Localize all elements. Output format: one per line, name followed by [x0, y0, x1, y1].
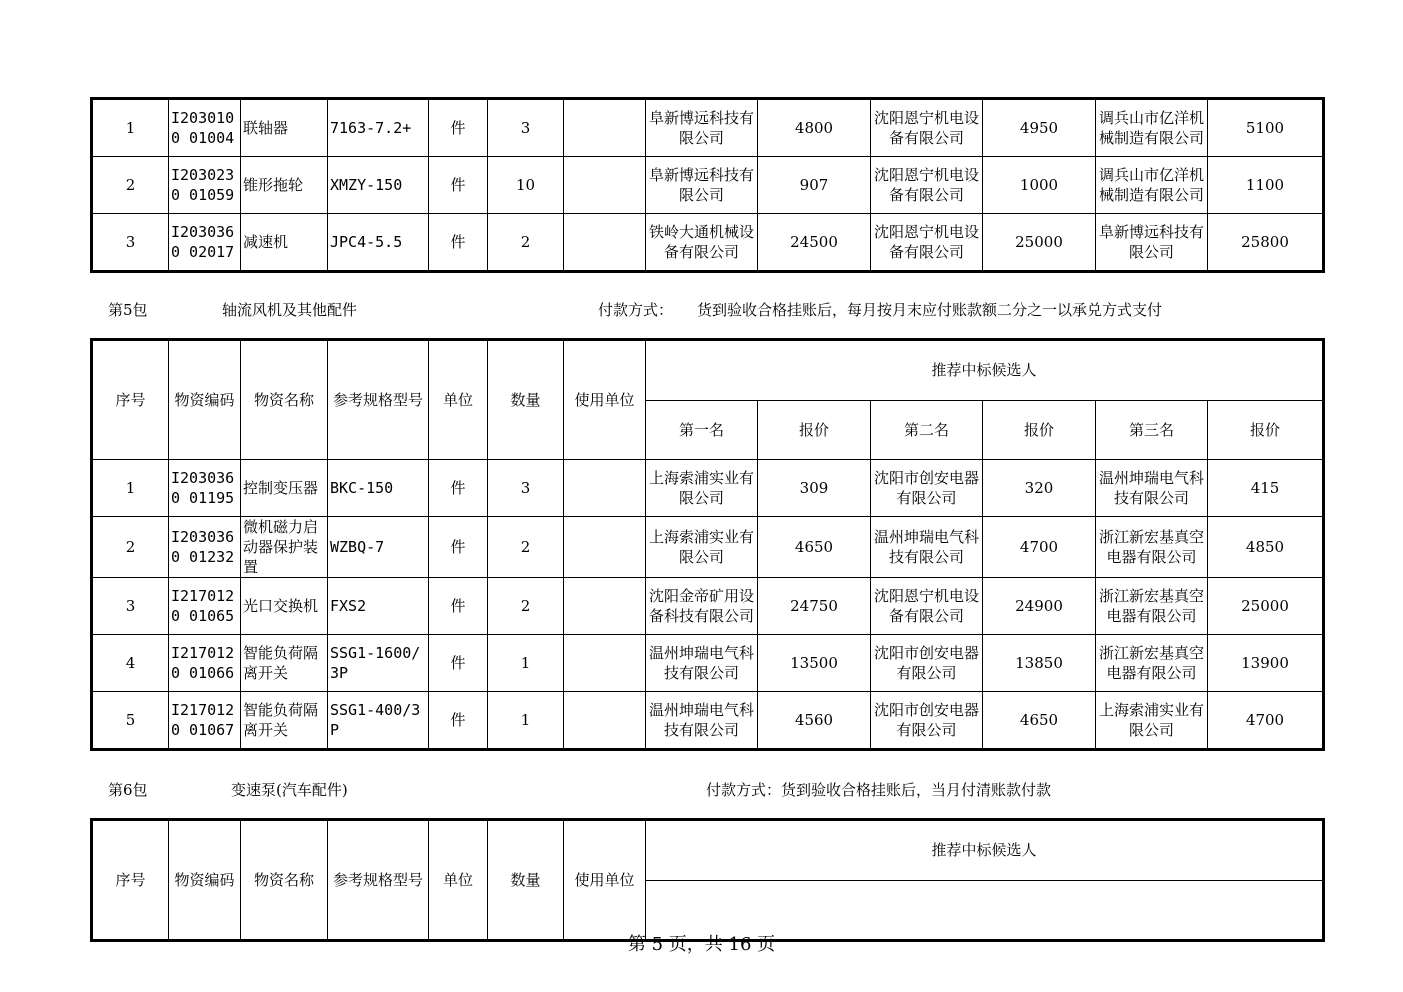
- second-price: 4950: [983, 99, 1096, 157]
- header-code: 物资编码: [169, 340, 241, 460]
- header-price-2: 报价: [983, 400, 1096, 460]
- first-candidate: 沈阳金帝矿用设备科技有限公司: [646, 578, 758, 635]
- first-candidate: 阜新博远科技有限公司: [646, 99, 758, 157]
- unit: 件: [429, 692, 488, 750]
- third-candidate: 调兵山市亿洋机械制造有限公司: [1096, 157, 1208, 214]
- pkg6-header-user: 使用单位: [564, 820, 646, 941]
- header-third: 第三名: [1096, 400, 1208, 460]
- second-price: 320: [983, 460, 1096, 517]
- material-name: 控制变压器: [241, 460, 328, 517]
- unit: 件: [429, 214, 488, 272]
- material-code: I2030100 01004: [169, 99, 241, 157]
- material-name: 锥形拖轮: [241, 157, 328, 214]
- pkg5-row: [92, 692, 1324, 750]
- second-price: 4650: [983, 692, 1096, 750]
- first-candidate: 铁岭大通机械设备有限公司: [646, 214, 758, 272]
- top-row: [92, 214, 1324, 272]
- header-no: 序号: [92, 340, 169, 460]
- pkg6-header-unit: 单位: [429, 820, 488, 941]
- first-candidate: 温州坤瑞电气科技有限公司: [646, 692, 758, 750]
- header-first: 第一名: [646, 400, 758, 460]
- row-no: 1: [92, 99, 169, 157]
- third-price: 25000: [1208, 578, 1324, 635]
- material-name: 减速机: [241, 214, 328, 272]
- pkg5-label: 第5包: [108, 301, 148, 319]
- spec-model: WZBQ-7: [328, 517, 429, 578]
- pkg6-header-no: 序号: [92, 820, 169, 941]
- second-candidate: 沈阳恩宁机电设备有限公司: [871, 578, 983, 635]
- quantity: 3: [488, 460, 564, 517]
- first-price: 309: [758, 460, 871, 517]
- quantity: 1: [488, 692, 564, 750]
- row-no: 3: [92, 578, 169, 635]
- material-name: 光口交换机: [241, 578, 328, 635]
- quantity: 2: [488, 578, 564, 635]
- second-candidate: 沈阳市创安电器有限公司: [871, 635, 983, 692]
- unit: 件: [429, 578, 488, 635]
- spec-model: XMZY-150: [328, 157, 429, 214]
- pkg6-header-recommend: 推荐中标候选人: [646, 820, 1324, 881]
- unit: 件: [429, 99, 488, 157]
- quantity: 3: [488, 99, 564, 157]
- header-price-1: 报价: [758, 400, 871, 460]
- spec-model: FXS2: [328, 578, 429, 635]
- table-pkg6-clip: [86, 816, 1328, 889]
- header-name: 物资名称: [241, 340, 328, 460]
- third-candidate: 温州坤瑞电气科技有限公司: [1096, 460, 1208, 517]
- header-unit: 单位: [429, 340, 488, 460]
- quantity: 10: [488, 157, 564, 214]
- third-candidate: 浙江新宏基真空电器有限公司: [1096, 517, 1208, 578]
- row-no: 1: [92, 460, 169, 517]
- third-price: 25800: [1208, 214, 1324, 272]
- second-candidate: 沈阳恩宁机电设备有限公司: [871, 157, 983, 214]
- third-candidate: 上海索浦实业有限公司: [1096, 692, 1208, 750]
- using-unit: [564, 157, 646, 214]
- row-no: 2: [92, 517, 169, 578]
- third-price: 5100: [1208, 99, 1324, 157]
- using-unit: [564, 460, 646, 517]
- third-candidate: 浙江新宏基真空电器有限公司: [1096, 635, 1208, 692]
- first-price: 4650: [758, 517, 871, 578]
- using-unit: [564, 517, 646, 578]
- first-candidate: 上海索浦实业有限公司: [646, 517, 758, 578]
- spec-model: BKC-150: [328, 460, 429, 517]
- pkg6-title: 变速泵(汽车配件): [231, 781, 348, 799]
- top-row: [92, 99, 1324, 157]
- second-price: 25000: [983, 214, 1096, 272]
- pkg5-row: [92, 635, 1324, 692]
- pkg6-header-code: 物资编码: [169, 820, 241, 941]
- pkg6-label: 第6包: [108, 781, 148, 799]
- header-user: 使用单位: [564, 340, 646, 460]
- material-code: I2030360 01195: [169, 460, 241, 517]
- table-top: [90, 97, 1325, 273]
- using-unit: [564, 214, 646, 272]
- using-unit: [564, 99, 646, 157]
- pkg5-row: [92, 517, 1324, 578]
- pkg5-payment-label: 付款方式：: [598, 301, 674, 319]
- pkg6-payment: 付款方式：货到验收合格挂账后，当月付清账款付款: [706, 781, 1052, 799]
- spec-model: 7163-7.2+: [328, 99, 429, 157]
- first-price: 907: [758, 157, 871, 214]
- table-pkg5: [90, 338, 1325, 751]
- third-price: 4850: [1208, 517, 1324, 578]
- spec-model: SSG1-400/3P: [328, 692, 429, 750]
- pkg5-payment-text: 货到验收合格挂账后，每月按月末应付账款额二分之一以承兑方式支付: [697, 301, 1163, 319]
- header-second: 第二名: [871, 400, 983, 460]
- third-candidate: 阜新博远科技有限公司: [1096, 214, 1208, 272]
- quantity: 1: [488, 635, 564, 692]
- second-price: 4700: [983, 517, 1096, 578]
- second-price: 24900: [983, 578, 1096, 635]
- header-price-3: 报价: [1208, 400, 1324, 460]
- unit: 件: [429, 460, 488, 517]
- second-price: 13850: [983, 635, 1096, 692]
- third-price: 415: [1208, 460, 1324, 517]
- third-price: 4700: [1208, 692, 1324, 750]
- third-candidate: 浙江新宏基真空电器有限公司: [1096, 578, 1208, 635]
- using-unit: [564, 578, 646, 635]
- pkg6-header-qty: 数量: [488, 820, 564, 941]
- page-footer: 第 5 页，共 16 页: [627, 934, 776, 955]
- header-qty: 数量: [488, 340, 564, 460]
- spec-model: SSG1-1600/3P: [328, 635, 429, 692]
- row-no: 4: [92, 635, 169, 692]
- spec-model: JPC4-5.5: [328, 214, 429, 272]
- header-spec: 参考规格型号: [328, 340, 429, 460]
- first-price: 13500: [758, 635, 871, 692]
- unit: 件: [429, 635, 488, 692]
- material-name: 微机磁力启动器保护装置: [241, 517, 328, 578]
- pkg6-header-spec: 参考规格型号: [328, 820, 429, 941]
- first-price: 4560: [758, 692, 871, 750]
- pkg6-header-name: 物资名称: [241, 820, 328, 941]
- second-candidate: 沈阳市创安电器有限公司: [871, 692, 983, 750]
- material-name: 联轴器: [241, 99, 328, 157]
- first-candidate: 上海索浦实业有限公司: [646, 460, 758, 517]
- material-code: I2170120 01065: [169, 578, 241, 635]
- material-code: I2030360 02017: [169, 214, 241, 272]
- first-candidate: 温州坤瑞电气科技有限公司: [646, 635, 758, 692]
- second-candidate: 沈阳恩宁机电设备有限公司: [871, 99, 983, 157]
- third-price: 13900: [1208, 635, 1324, 692]
- first-price: 24750: [758, 578, 871, 635]
- pkg5-row: [92, 460, 1324, 517]
- quantity: 2: [488, 214, 564, 272]
- material-code: I2030360 01232: [169, 517, 241, 578]
- row-no: 5: [92, 692, 169, 750]
- pkg5-row: [92, 578, 1324, 635]
- pkg5-title: 轴流风机及其他配件: [222, 301, 358, 319]
- material-code: I2170120 01067: [169, 692, 241, 750]
- unit: 件: [429, 517, 488, 578]
- second-price: 1000: [983, 157, 1096, 214]
- using-unit: [564, 635, 646, 692]
- third-price: 1100: [1208, 157, 1324, 214]
- table-pkg6: [90, 818, 1325, 942]
- quantity: 2: [488, 517, 564, 578]
- first-price: 4800: [758, 99, 871, 157]
- material-code: I2170120 01066: [169, 635, 241, 692]
- unit: 件: [429, 157, 488, 214]
- top-row: [92, 157, 1324, 214]
- material-code: I2030230 01059: [169, 157, 241, 214]
- third-candidate: 调兵山市亿洋机械制造有限公司: [1096, 99, 1208, 157]
- second-candidate: 沈阳市创安电器有限公司: [871, 460, 983, 517]
- second-candidate: 沈阳恩宁机电设备有限公司: [871, 214, 983, 272]
- first-candidate: 阜新博远科技有限公司: [646, 157, 758, 214]
- row-no: 2: [92, 157, 169, 214]
- material-name: 智能负荷隔离开关: [241, 635, 328, 692]
- first-price: 24500: [758, 214, 871, 272]
- row-no: 3: [92, 214, 169, 272]
- second-candidate: 温州坤瑞电气科技有限公司: [871, 517, 983, 578]
- material-name: 智能负荷隔离开关: [241, 692, 328, 750]
- using-unit: [564, 692, 646, 750]
- header-recommend: 推荐中标候选人: [646, 340, 1324, 401]
